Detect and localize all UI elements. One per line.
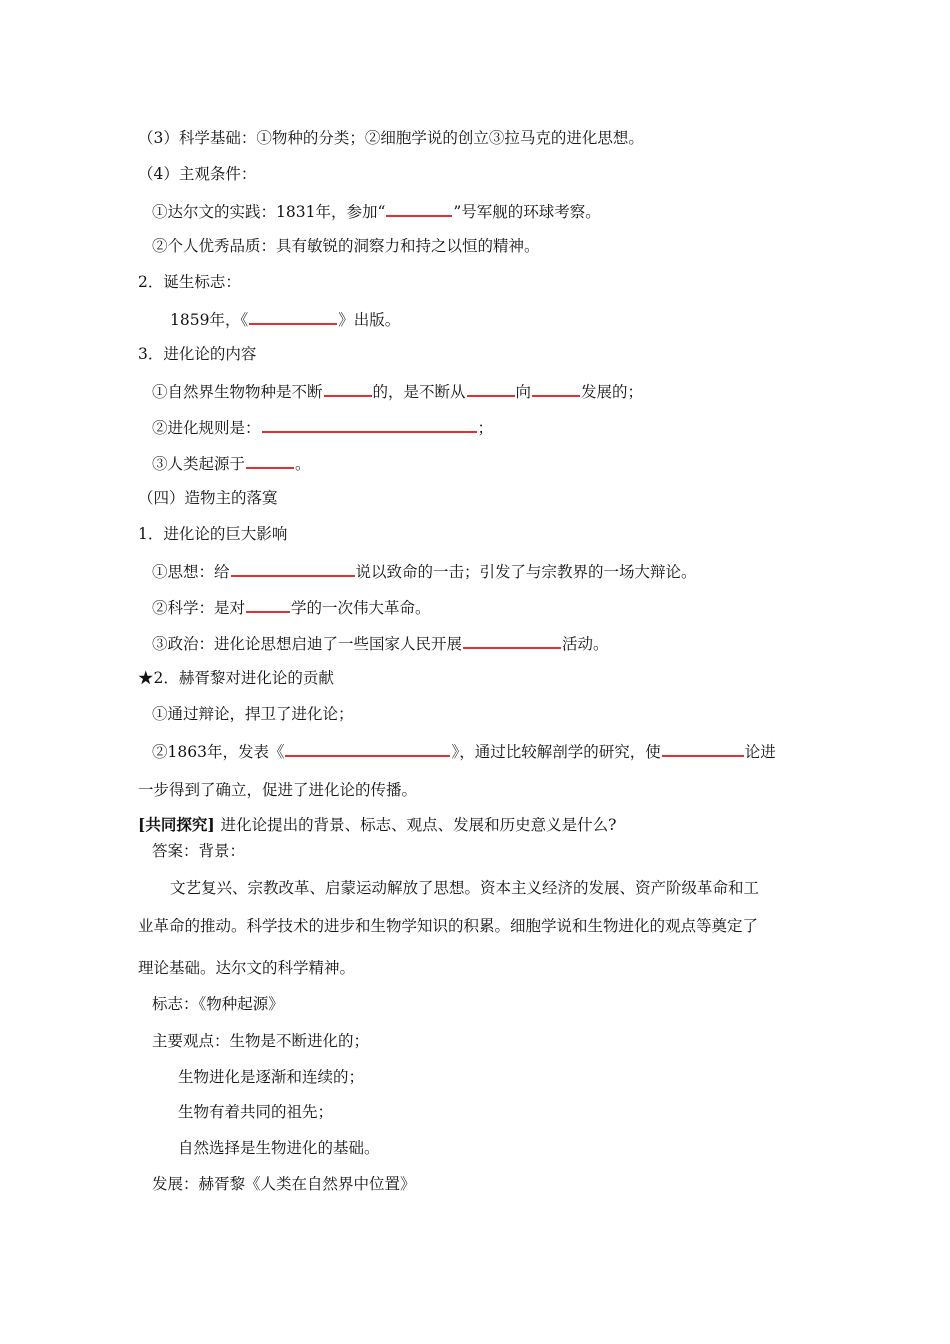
text-line: ①达尔文的实践：1831年，参加“ ”号军舰的环球考察。 bbox=[152, 200, 601, 222]
text-line: 理论基础。达尔文的科学精神。 bbox=[138, 959, 356, 977]
text-line: （4）主观条件： bbox=[138, 165, 257, 183]
text-line: 答案：背景： bbox=[152, 842, 246, 860]
fill-blank[interactable] bbox=[386, 200, 452, 217]
fill-blank[interactable] bbox=[463, 632, 561, 649]
fill-blank[interactable] bbox=[285, 740, 450, 757]
text-line: ②进化规则是： ； bbox=[152, 416, 493, 438]
text-line: 业革命的推动。科学技术的进步和生物学知识的积累。细胞学说和生物进化的观点等奠定了 bbox=[138, 917, 759, 935]
text-line: 1859年，《 》出版。 bbox=[170, 308, 400, 330]
text-line: ②个人优秀品质：具有敏锐的洞察力和持之以恒的精神。 bbox=[152, 237, 540, 255]
text-line: ①思想：给 说以致命的一击；引发了与宗教界的一场大辩论。 bbox=[152, 560, 697, 582]
fill-blank[interactable] bbox=[467, 380, 515, 397]
text-line: 1．进化论的巨大影响 bbox=[138, 525, 288, 543]
text-line: ②1863年，发表《 》，通过比较解剖学的研究，使 论进 bbox=[152, 740, 776, 762]
text-line: ★2．赫胥黎对进化论的贡献 bbox=[138, 669, 334, 687]
fill-blank[interactable] bbox=[262, 416, 477, 433]
text-line: [共同探究] 进化论提出的背景、标志、观点、发展和历史意义是什么? bbox=[138, 815, 617, 834]
text-line: 生物进化是逐渐和连续的； bbox=[178, 1068, 365, 1086]
fill-blank[interactable] bbox=[246, 596, 290, 613]
text-line: 3．进化论的内容 bbox=[138, 345, 257, 363]
text-line: 一步得到了确立，促进了进化论的传播。 bbox=[138, 781, 418, 799]
text-line: 生物有着共同的祖先； bbox=[178, 1103, 334, 1121]
text-line: （3）科学基础：①物种的分类；②细胞学说的创立③拉马克的进化思想。 bbox=[138, 129, 644, 147]
fill-blank[interactable] bbox=[532, 380, 580, 397]
fill-blank[interactable] bbox=[662, 740, 744, 757]
text-line: ①通过辩论，捍卫了进化论； bbox=[152, 705, 354, 723]
text-line: 标志：《物种起源》 bbox=[152, 995, 284, 1013]
fill-blank[interactable] bbox=[231, 560, 355, 577]
fill-blank[interactable] bbox=[246, 452, 294, 469]
text-line: ②科学：是对 学的一次伟大革命。 bbox=[152, 596, 431, 618]
text-line: ③人类起源于 。 bbox=[152, 452, 311, 474]
text-line: 文艺复兴、宗教改革、启蒙运动解放了思想。资本主义经济的发展、资产阶级革命和工 bbox=[170, 879, 760, 897]
text-line: 2．诞生标志： bbox=[138, 273, 241, 291]
text-line: ①自然界生物物种是不断 的，是不断从 向 发展的； bbox=[152, 380, 643, 402]
fill-blank[interactable] bbox=[249, 308, 337, 325]
text-line: 自然选择是生物进化的基础。 bbox=[178, 1139, 380, 1157]
text-line: 主要观点：生物是不断进化的； bbox=[152, 1032, 370, 1050]
text-line: 发展：赫胥黎《人类在自然界中位置》 bbox=[152, 1175, 416, 1193]
text-line: ③政治：进化论思想启迪了一些国家人民开展 活动。 bbox=[152, 632, 609, 654]
section-tag: [共同探究] bbox=[138, 815, 215, 834]
text-line: （四）造物主的落寞 bbox=[138, 489, 278, 507]
fill-blank[interactable] bbox=[324, 380, 372, 397]
